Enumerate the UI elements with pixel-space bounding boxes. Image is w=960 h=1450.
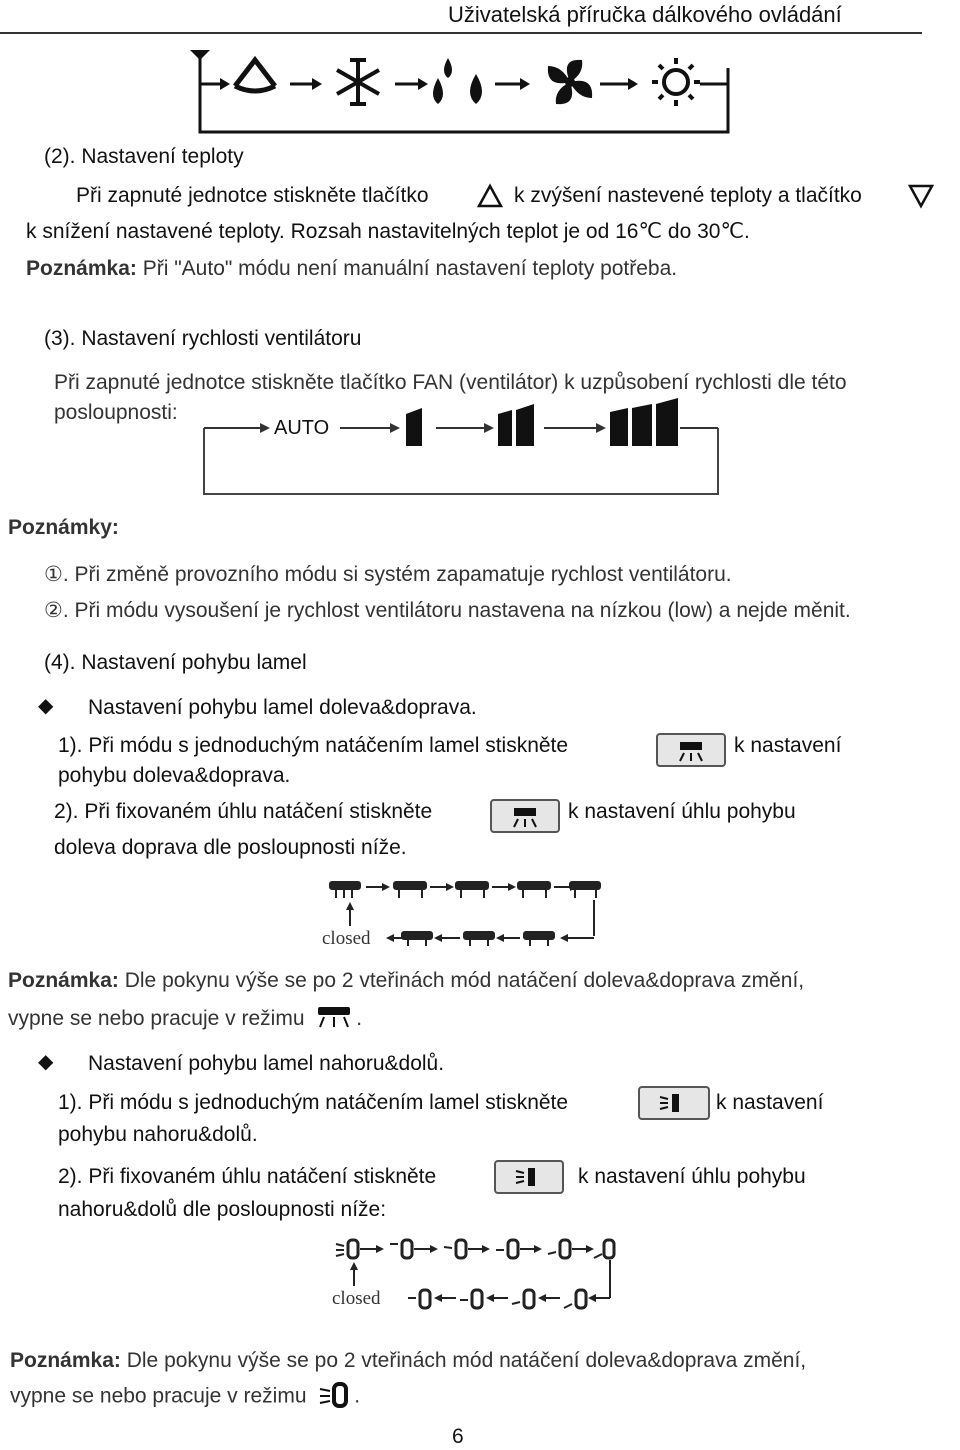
louver-ud-icon-3 xyxy=(444,1240,466,1258)
ud-note-end: . xyxy=(354,1384,361,1408)
lr-fixed-button[interactable] xyxy=(490,799,560,833)
louver-heading-text: (4). Nastavení pohybu lamel xyxy=(44,651,307,674)
lr-step1-c: pohybu doleva&doprava. xyxy=(58,764,291,787)
page-header-title: Uživatelská příručka dálkového ovládání xyxy=(448,2,842,27)
louver-ud-icon-1 xyxy=(336,1240,358,1258)
louver-heading xyxy=(44,650,307,675)
louver-ud-icon-2 xyxy=(390,1240,412,1258)
louver-lr-icon-5 xyxy=(570,882,600,898)
louver-ud-icon-7 xyxy=(408,1290,430,1308)
ud-bullet: ◆ xyxy=(38,1051,54,1073)
triangle-down-icon xyxy=(908,184,934,208)
ud-title: Nastavení pohybu lamel nahoru&dolů. xyxy=(88,1052,445,1075)
auto-mode-icon xyxy=(235,60,275,91)
header-divider xyxy=(0,32,922,34)
page-number: 6 xyxy=(452,1425,464,1448)
ud-step1-a: 1). Při módu s jednoduchým natáčením lamel stiskněte xyxy=(58,1091,569,1114)
ud-step1-b: k nastavení xyxy=(716,1091,824,1114)
fan-line2: posloupnosti: xyxy=(54,401,178,424)
lr-step2-b: k nastavení úhlu pohybu xyxy=(568,800,796,823)
ud-step2-b: k nastavení úhlu pohybu xyxy=(578,1165,806,1188)
lr-step2-a: 2). Při fixovaném úhlu natáčení stiskněte xyxy=(54,800,433,823)
triangle-up-icon xyxy=(477,184,503,208)
lr-note-label: Poznámka: xyxy=(8,969,119,992)
louver-lr-icon-6 xyxy=(402,932,432,946)
lr-step1-b: k nastavení xyxy=(734,734,842,757)
louver-ud-icon-4 xyxy=(496,1240,518,1258)
fan-auto-label: AUTO xyxy=(274,417,330,439)
louver-ud-icon-8 xyxy=(460,1290,482,1308)
swing-left-right-icon xyxy=(658,735,724,765)
fan-speed-diagram xyxy=(200,398,720,498)
fan-icon xyxy=(548,60,592,104)
fan-heading: (3). Nastavení rychlosti ventilátoru xyxy=(44,327,362,350)
louver-lr-icon-7 xyxy=(464,932,494,946)
ud-closed-label: closed xyxy=(332,1288,381,1309)
fan-speed-bars-icon xyxy=(406,398,678,446)
lr-swing-button[interactable] xyxy=(656,733,726,767)
louver-lr-icon-1 xyxy=(330,882,360,898)
dry-drops-icon xyxy=(433,58,482,104)
lr-note-text: Dle pokynu výše se po 2 vteřinách mód natáčení doleva&doprava změní, xyxy=(124,969,805,992)
swing-left-right-fixed-icon xyxy=(492,801,558,831)
lr-note xyxy=(8,968,804,993)
temperature-line1a: Při zapnuté jednotce stiskněte tlačítko xyxy=(76,184,429,207)
lr-note-end: . xyxy=(356,1007,363,1030)
lr-title: Nastavení pohybu lamel doleva&doprava. xyxy=(88,696,477,719)
fan-line1: Při zapnuté jednotce stiskněte tlačítko FAN (ventilátor) k uzpůsobení rychlosti dle této xyxy=(54,371,847,394)
lr-note-line2 xyxy=(8,1006,362,1031)
temperature-note xyxy=(26,256,677,281)
louver-lr-icon-4 xyxy=(518,882,550,898)
louver-ud-icon-9 xyxy=(512,1290,534,1308)
swing-left-right-mode-icon xyxy=(314,1005,354,1029)
temperature-line2: k snížení nastavené teploty. Rozsah nastavitelných teplot je od 16℃ do 30℃. xyxy=(26,220,750,243)
swing-up-down-mode-icon xyxy=(316,1381,352,1409)
notes-heading: Poznámky: xyxy=(8,516,119,539)
lr-bullet: ◆ xyxy=(38,695,54,717)
louver-ud-icon-6 xyxy=(594,1240,614,1258)
ud-note-text: Dle pokynu výše se po 2 vteřinách mód natáčení doleva&doprava změní, xyxy=(126,1349,807,1372)
temperature-heading: (2). Nastavení teploty xyxy=(44,145,244,168)
ud-note-line2-text: vypne se nebo pracuje v režimu xyxy=(10,1384,307,1408)
notes-item-2: ②. Při módu vysoušení je rychlost ventilátoru nastavena na nízkou (low) a nejde měnit. xyxy=(44,599,851,622)
louver-ud-icon-5 xyxy=(548,1240,570,1258)
heat-sun-icon xyxy=(652,58,700,106)
ud-step2-a: 2). Při fixovaném úhlu natáčení stiskněte xyxy=(58,1165,437,1188)
ud-step2-c: nahoru&dolů dle posloupnosti níže: xyxy=(58,1198,387,1221)
temperature-note-label: Poznámka: xyxy=(26,257,137,280)
lr-note-line2-text: vypne se nebo pracuje v režimu xyxy=(8,1007,305,1030)
ud-fixed-button[interactable] xyxy=(494,1160,564,1194)
ud-step1-c: pohybu nahoru&dolů. xyxy=(58,1123,258,1146)
temperature-line1b: k zvýšení nastevené teploty a tlačítko xyxy=(514,184,862,207)
ud-note xyxy=(10,1348,806,1373)
louver-lr-icon-8 xyxy=(524,932,554,946)
temperature-note-text: Při "Auto" módu není manuální nastavení teploty potřeba. xyxy=(142,257,678,280)
ud-note-line2 xyxy=(10,1383,360,1411)
swing-up-down-fixed-icon xyxy=(496,1162,562,1192)
cool-snowflake-icon xyxy=(337,58,379,106)
mode-cycle-diagram xyxy=(190,48,750,138)
ud-swing-button[interactable] xyxy=(638,1086,710,1120)
swing-up-down-icon xyxy=(640,1088,708,1118)
lr-step2-c: doleva doprava dle posloupnosti níže. xyxy=(54,836,407,859)
louver-lr-icon-3 xyxy=(456,882,488,898)
lr-step1-a: 1). Při módu s jednoduchým natáčením lamel stiskněte xyxy=(58,734,569,757)
louver-lr-icon-2 xyxy=(394,882,426,898)
louver-ud-icon-10 xyxy=(564,1290,586,1308)
notes-item-1: ①. Při změně provozního módu si systém zapamatuje rychlost ventilátoru. xyxy=(44,563,732,586)
ud-note-label: Poznámka: xyxy=(10,1349,121,1372)
lr-closed-label: closed xyxy=(322,928,371,949)
